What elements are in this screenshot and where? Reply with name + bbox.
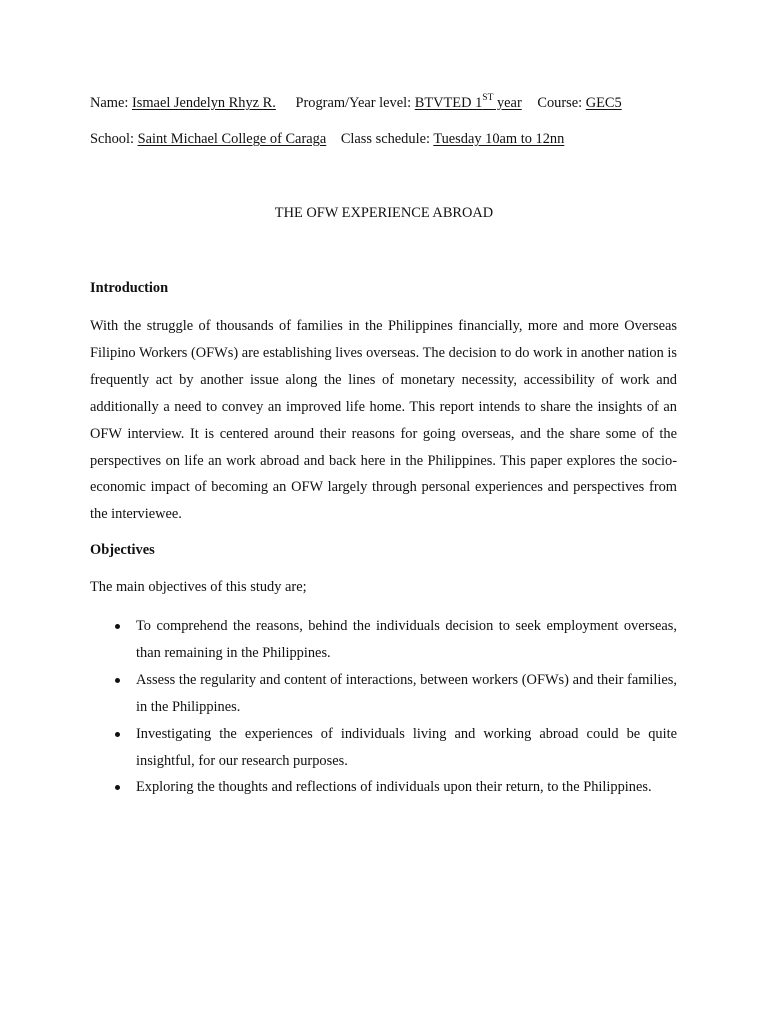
name-value: Ismael Jendelyn Rhyz R. xyxy=(131,94,276,111)
objectives-list xyxy=(90,613,677,801)
objectives-heading: Objectives xyxy=(90,542,155,558)
objective-text: Investigating the experiences of individuals living and working abroad could be quite insightful, for our research purposes. xyxy=(136,725,677,769)
objectives-lead: The main objectives of this study are; xyxy=(90,579,307,595)
objective-text: Exploring the thoughts and reflections of individuals upon their return, to the Philippines. xyxy=(136,779,652,796)
name-label: Name: xyxy=(90,94,129,111)
schedule-label: Class schedule: xyxy=(340,131,430,147)
objective-item xyxy=(90,613,677,667)
course-label: Course: xyxy=(537,94,583,111)
document-title: THE OFW EXPERIENCE ABROAD xyxy=(274,205,494,221)
bullet-icon xyxy=(115,785,120,790)
school-value: Saint Michael College of Caraga xyxy=(137,131,327,147)
objective-text: To comprehend the reasons, behind the individuals decision to seek employment overseas, than remaining in the Philippines. xyxy=(136,618,677,661)
program-value-prefix: BTVTED 1 xyxy=(414,94,483,111)
bullet-icon xyxy=(115,678,120,683)
objective-item xyxy=(90,774,677,801)
program-label: Program/Year level: xyxy=(295,94,412,111)
introduction-heading: Introduction xyxy=(90,280,169,296)
program-value-suffix: year xyxy=(493,94,522,111)
school-info-line xyxy=(90,131,564,148)
program-value xyxy=(415,95,522,111)
school-label: School: xyxy=(90,131,134,147)
introduction-paragraph: With the struggle of thousands of families in the Philippines financially, more and more Overseas Filipino Workers (OFWs) are establishing lives overseas. The decision to do work in another nation is frequently act by another issue along the lines of monetary necessity, accessibility of work and additionally a need to convey an improved life home. This report intends to share the insights of an OFW interview. It is centered around their reasons for going overseas, and the share some of the perspectives on life an work abroad and back here in the Philippines. This paper explores the socio-economic impact of becoming an OFW largely through personal experiences and perspectives from the interviewee. xyxy=(90,318,677,523)
course-value: GEC5 xyxy=(585,94,622,111)
objective-text: Assess the regularity and content of interactions, between workers (OFWs) and their families, in the Philippines. xyxy=(136,671,677,715)
objective-item xyxy=(90,667,677,721)
schedule-value: Tuesday 10am to 12nn xyxy=(433,131,565,147)
bullet-icon xyxy=(115,732,120,737)
student-info-line xyxy=(90,94,622,112)
objective-item xyxy=(90,721,677,775)
program-value-superscript: ST xyxy=(482,93,494,103)
bullet-icon xyxy=(115,624,120,629)
